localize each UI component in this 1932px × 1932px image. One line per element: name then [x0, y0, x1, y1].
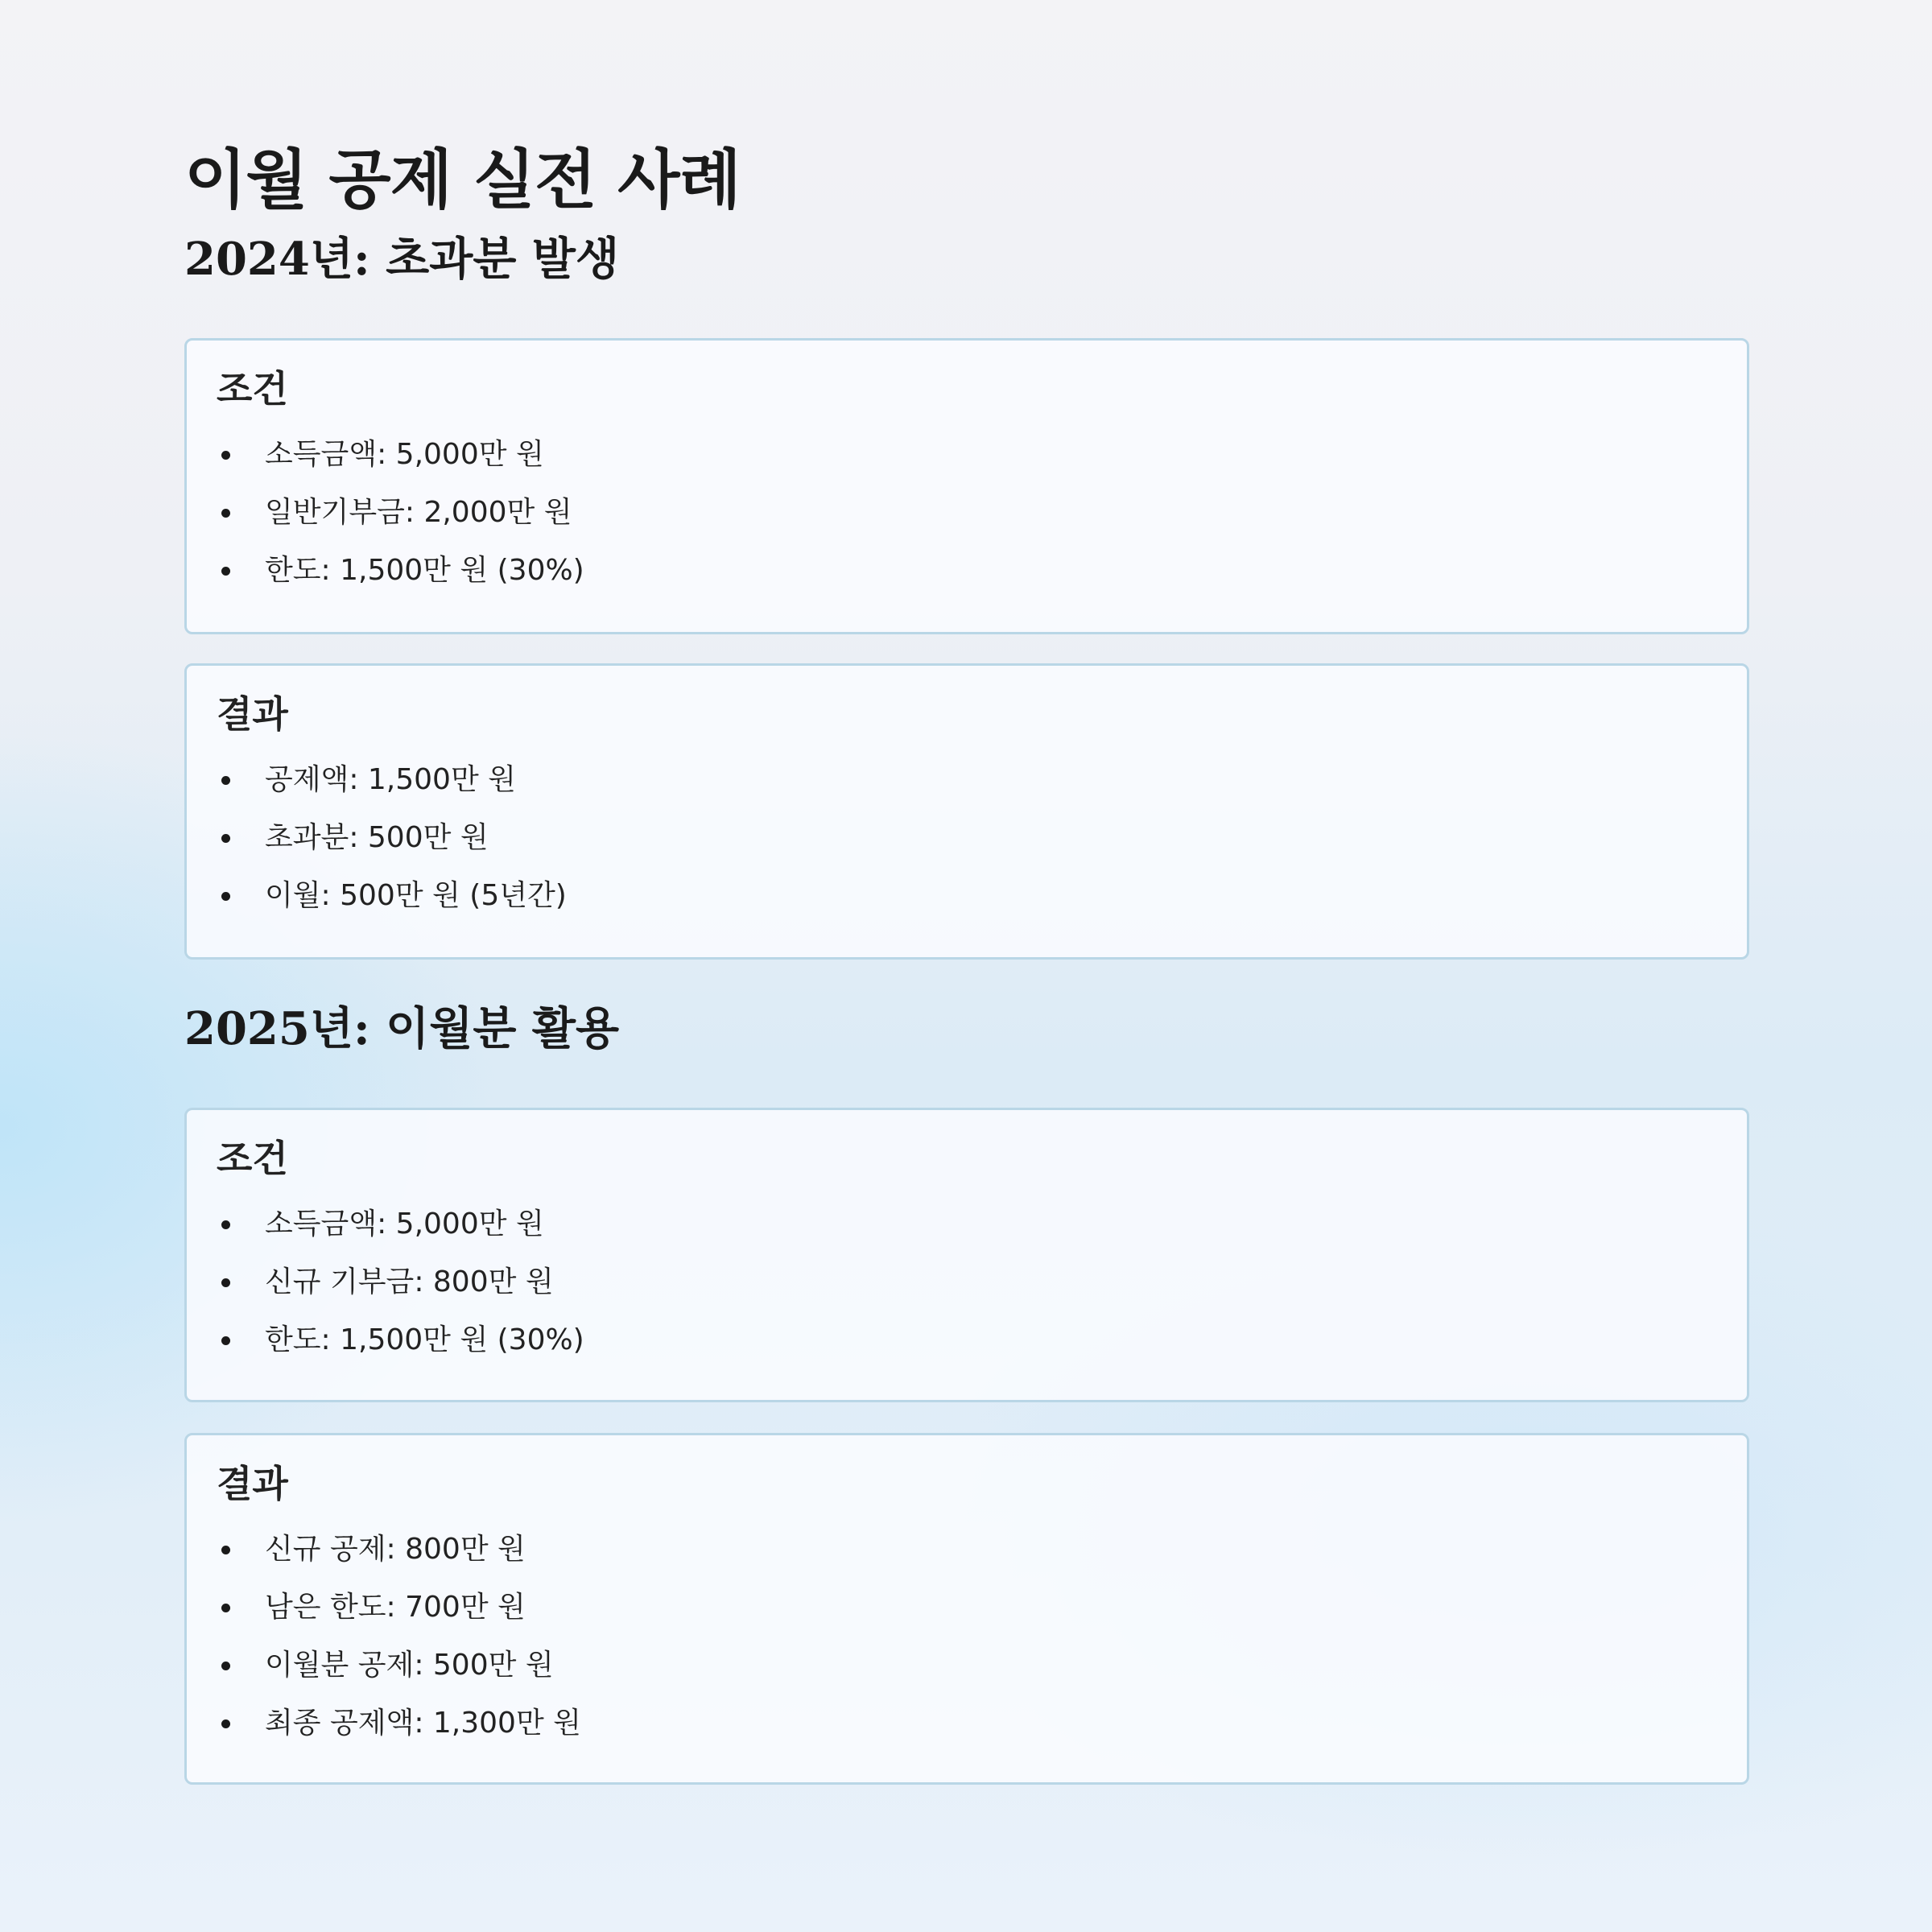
- condition-card-2024: [184, 338, 1749, 634]
- list-item: 소득금액: 5,000만 원: [187, 426, 584, 484]
- result-list: [187, 1521, 581, 1752]
- list-item: 일반기부금: 2,000만 원: [187, 484, 584, 542]
- section-heading-2025: 2025년: 이월분 활용: [184, 1002, 620, 1055]
- list-item: 신규 기부금: 800만 원: [187, 1253, 584, 1311]
- result-list: [187, 751, 567, 925]
- section-heading-2024: 2024년: 초과분 발생: [184, 233, 620, 286]
- list-item: 공제액: 1,500만 원: [187, 751, 567, 809]
- page-title: 이월 공제 실전 사례: [184, 142, 741, 217]
- result-card-2025: [184, 1433, 1749, 1785]
- list-item: 초과분: 500만 원: [187, 809, 567, 867]
- list-item: 한도: 1,500만 원 (30%): [187, 1311, 584, 1369]
- list-item: 최종 공제액: 1,300만 원: [187, 1695, 581, 1752]
- card-title: 결과: [217, 1462, 288, 1505]
- list-item: 신규 공제: 800만 원: [187, 1521, 581, 1579]
- list-item: 남은 한도: 700만 원: [187, 1579, 581, 1637]
- card-title: 결과: [217, 692, 288, 736]
- list-item: 소득금액: 5,000만 원: [187, 1195, 584, 1253]
- condition-card-2025: [184, 1108, 1749, 1402]
- condition-list: [187, 426, 584, 600]
- result-card-2024: [184, 663, 1749, 960]
- card-title: 조건: [217, 1137, 288, 1180]
- list-item: 이월: 500만 원 (5년간): [187, 867, 567, 925]
- list-item: 한도: 1,500만 원 (30%): [187, 542, 584, 600]
- list-item: 이월분 공제: 500만 원: [187, 1637, 581, 1695]
- card-title: 조건: [217, 367, 288, 411]
- condition-list: [187, 1195, 584, 1369]
